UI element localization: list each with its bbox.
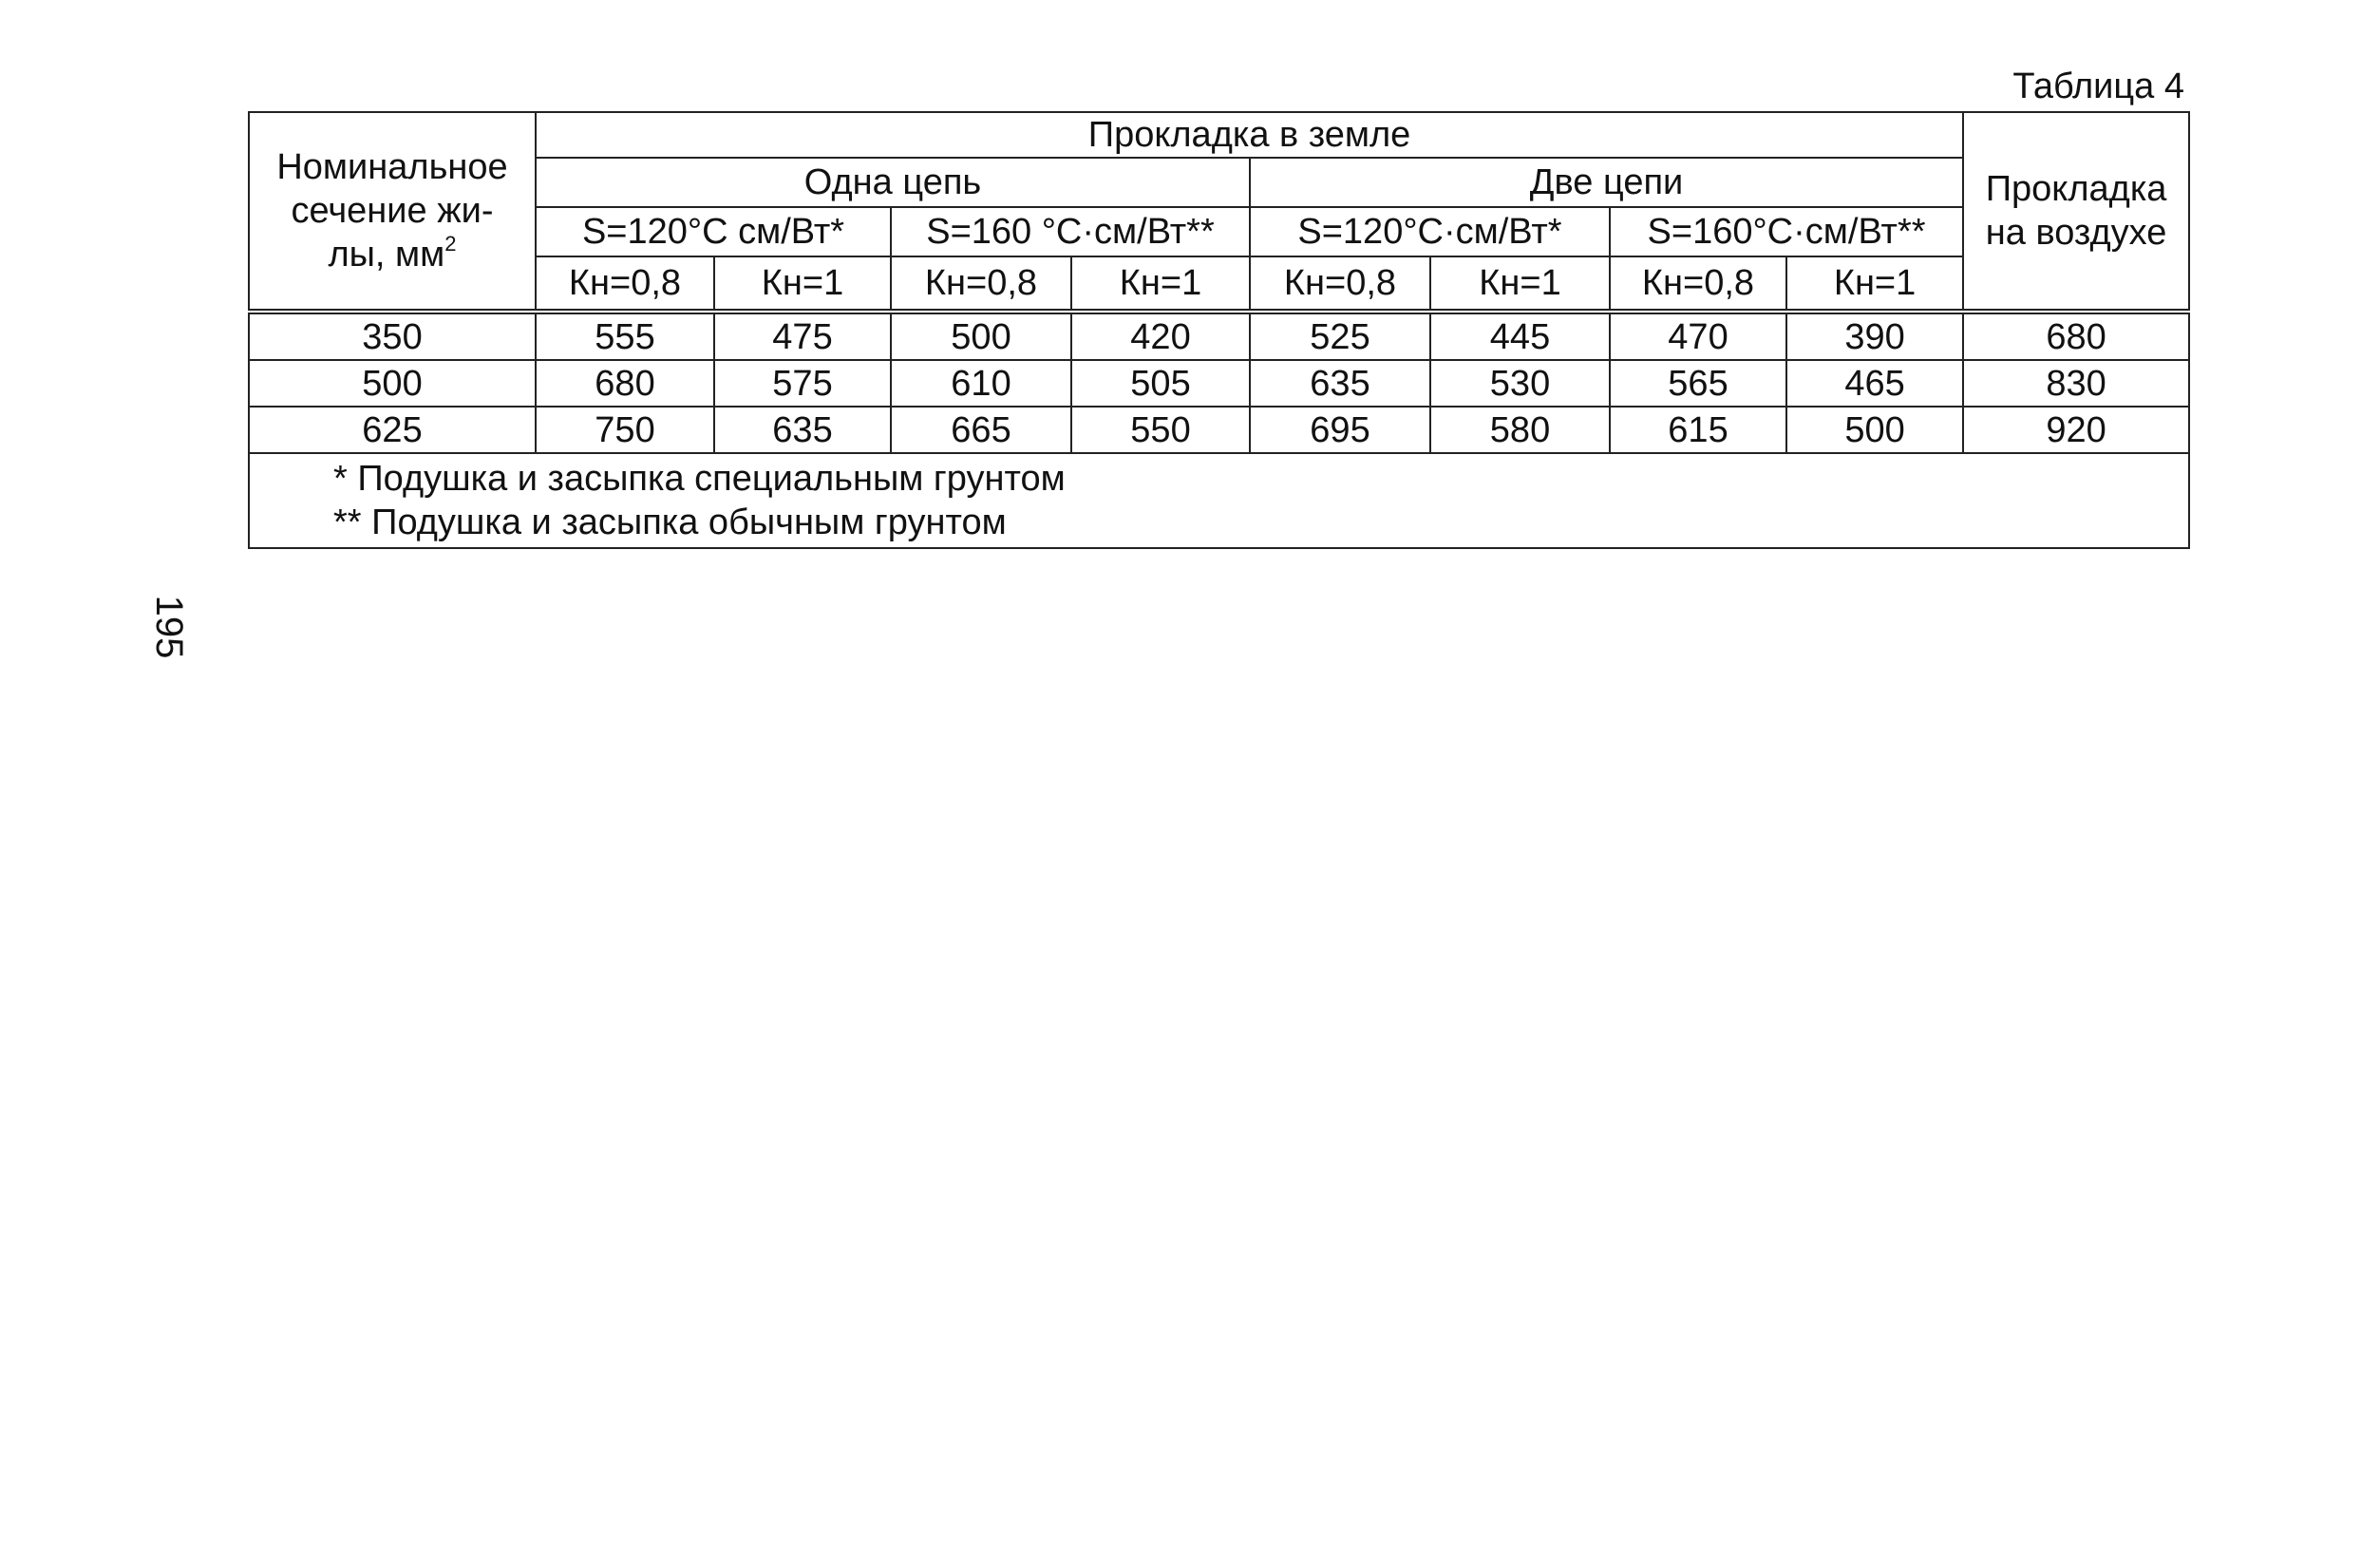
air-label-line1: Прокладка	[1985, 169, 2167, 209]
value-cell: 530	[1430, 360, 1610, 407]
value-cell: 615	[1610, 407, 1786, 453]
value-cell: 505	[1071, 360, 1250, 407]
section-cell: 625	[249, 407, 536, 453]
s-group-header: S=120°C·см/Вт*	[1250, 207, 1610, 256]
air-value-cell: 680	[1963, 312, 2189, 360]
header-row-2	[249, 158, 2189, 207]
value-cell: 525	[1250, 312, 1430, 360]
table-caption: Таблица 4	[2012, 66, 2184, 106]
notes-row	[249, 453, 2189, 548]
value-cell: 565	[1610, 360, 1786, 407]
value-cell: 470	[1610, 312, 1786, 360]
footnote: * Подушка и засыпка специальным грунтом	[333, 459, 1066, 499]
ground-header: Прокладка в земле	[536, 112, 1963, 158]
s-group-header: S=160 °C·см/Вт**	[891, 207, 1250, 256]
kn-header: Кн=0,8	[1250, 256, 1430, 312]
value-cell: 420	[1071, 312, 1250, 360]
s-group-header: S=120°C см/Вт*	[536, 207, 891, 256]
value-cell: 635	[1250, 360, 1430, 407]
notes-cell	[249, 453, 2189, 548]
value-cell: 500	[891, 312, 1071, 360]
table-row	[249, 407, 2189, 453]
value-cell: 680	[536, 360, 714, 407]
table-row	[249, 312, 2189, 360]
page-number: 195	[148, 595, 190, 659]
section-label-line2: сечение жи-	[291, 191, 494, 231]
air-value-cell: 920	[1963, 407, 2189, 453]
value-cell: 575	[714, 360, 891, 407]
value-cell: 555	[536, 312, 714, 360]
kn-header: Кн=1	[1430, 256, 1610, 312]
section-cell: 350	[249, 312, 536, 360]
kn-header: Кн=1	[1786, 256, 1963, 312]
current-rating-table	[248, 111, 2190, 549]
value-cell: 550	[1071, 407, 1250, 453]
header-row-4	[249, 256, 2189, 312]
header-row-1	[249, 112, 2189, 158]
header-row-3	[249, 207, 2189, 256]
table-row	[249, 360, 2189, 407]
kn-header: Кн=0,8	[1610, 256, 1786, 312]
value-cell: 475	[714, 312, 891, 360]
section-label-line1: Номинальное	[276, 147, 508, 187]
value-cell: 635	[714, 407, 891, 453]
kn-header: Кн=1	[714, 256, 891, 312]
value-cell: 445	[1430, 312, 1610, 360]
footnote: ** Подушка и засыпка обычным грунтом	[333, 503, 1007, 542]
kn-header: Кн=0,8	[891, 256, 1071, 312]
air-value-cell: 830	[1963, 360, 2189, 407]
section-label-superscript: 2	[444, 232, 457, 256]
air-label-line2: на воздухе	[1985, 213, 2167, 253]
value-cell: 580	[1430, 407, 1610, 453]
value-cell: 695	[1250, 407, 1430, 453]
value-cell: 750	[536, 407, 714, 453]
two-circuits-header: Две цепи	[1250, 158, 1963, 207]
kn-header: Кн=0,8	[536, 256, 714, 312]
value-cell: 465	[1786, 360, 1963, 407]
section-cell: 500	[249, 360, 536, 407]
value-cell: 390	[1786, 312, 1963, 360]
section-header-cell	[249, 112, 536, 312]
s-group-header: S=160°C·см/Вт**	[1610, 207, 1963, 256]
kn-header: Кн=1	[1071, 256, 1250, 312]
value-cell: 610	[891, 360, 1071, 407]
section-label-line3: лы, мм	[328, 235, 445, 275]
one-circuit-header: Одна цепь	[536, 158, 1250, 207]
value-cell: 665	[891, 407, 1071, 453]
value-cell: 500	[1786, 407, 1963, 453]
air-header-cell	[1963, 112, 2189, 312]
